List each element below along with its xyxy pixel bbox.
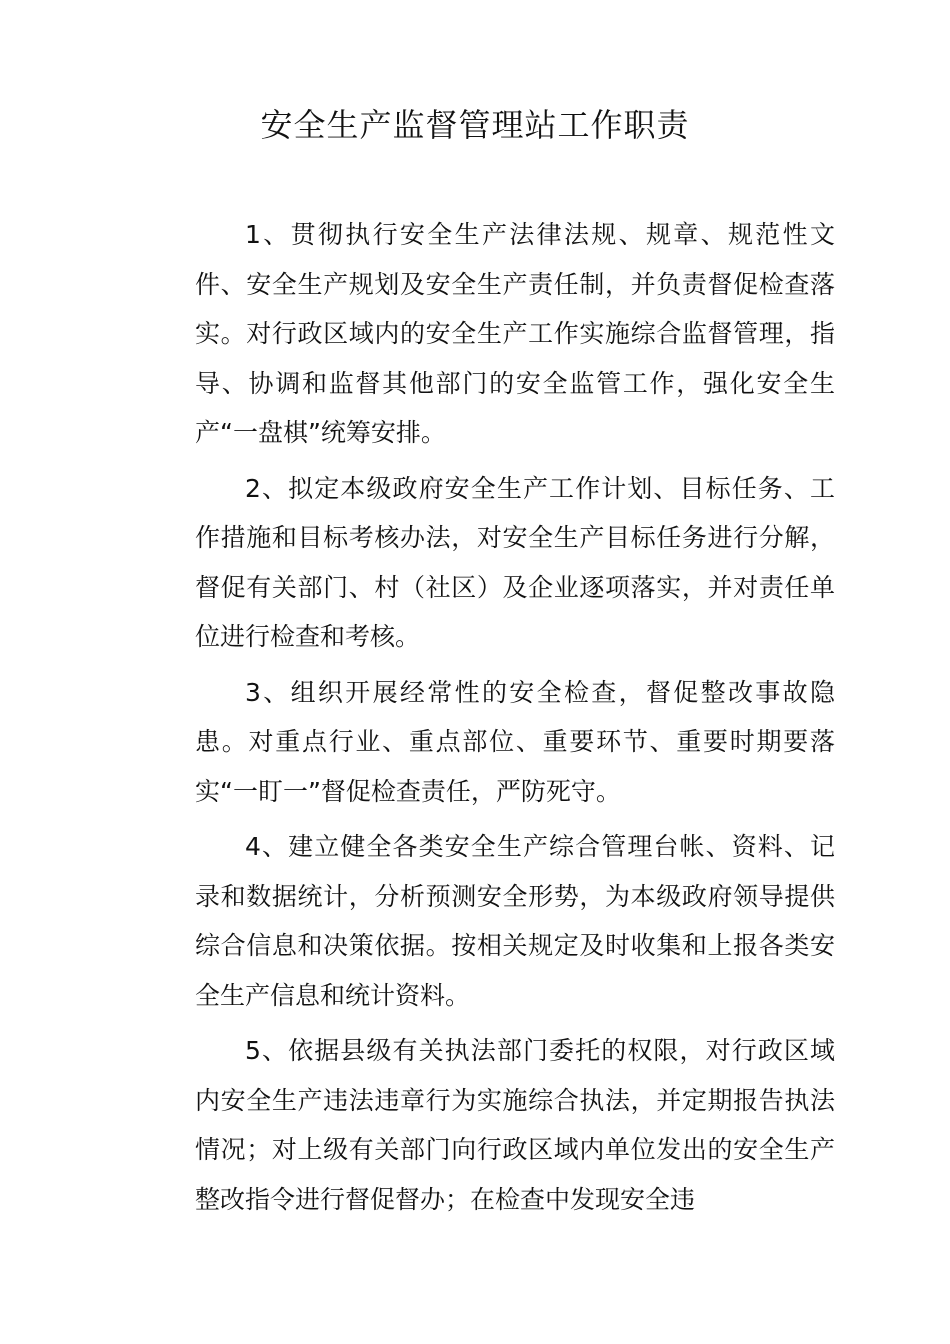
paragraph-5: 5、依据县级有关执法部门委托的权限，对行政区域内安全生产违法违章行为实施综合执法，并定期报告执法情况；对上级有关部门向行政区域内单位发出的安全生产整改指令进行督促督办；在检查中发现安全违 — [195, 1036, 835, 1214]
paragraph-3: 3、组织开展经常性的安全检查，督促整改事故隐患。对重点行业、重点部位、重要环节、重要时期要落实“一盯一”督促检查责任，严防死守。 — [195, 677, 835, 806]
paragraph-1: 1、贯彻执行安全生产法律法规、规章、规范性文件、安全生产规划及安全生产责任制，并负责督促检查落实。对行政区域内的安全生产工作实施综合监督管理，指导、协调和监督其他部门的安全监管工作，强化安全生产“一盘棋”统筹安排。 — [195, 220, 835, 447]
paragraph-2: 2、拟定本级政府安全生产工作计划、目标任务、工作措施和目标考核办法，对安全生产目标任务进行分解，督促有关部门、村（社区）及企业逐项落实，并对责任单位进行检查和考核。 — [195, 473, 835, 651]
paragraph-4: 4、建立健全各类安全生产综合管理台帐、资料、记录和数据统计，分析预测安全形势，为本级政府领导提供综合信息和决策依据。按相关规定及时收集和上报各类安全生产信息和统计资料。 — [195, 832, 835, 1010]
document-title: 安全生产监督管理站工作职责 — [260, 106, 690, 144]
document-body — [195, 210, 835, 1230]
